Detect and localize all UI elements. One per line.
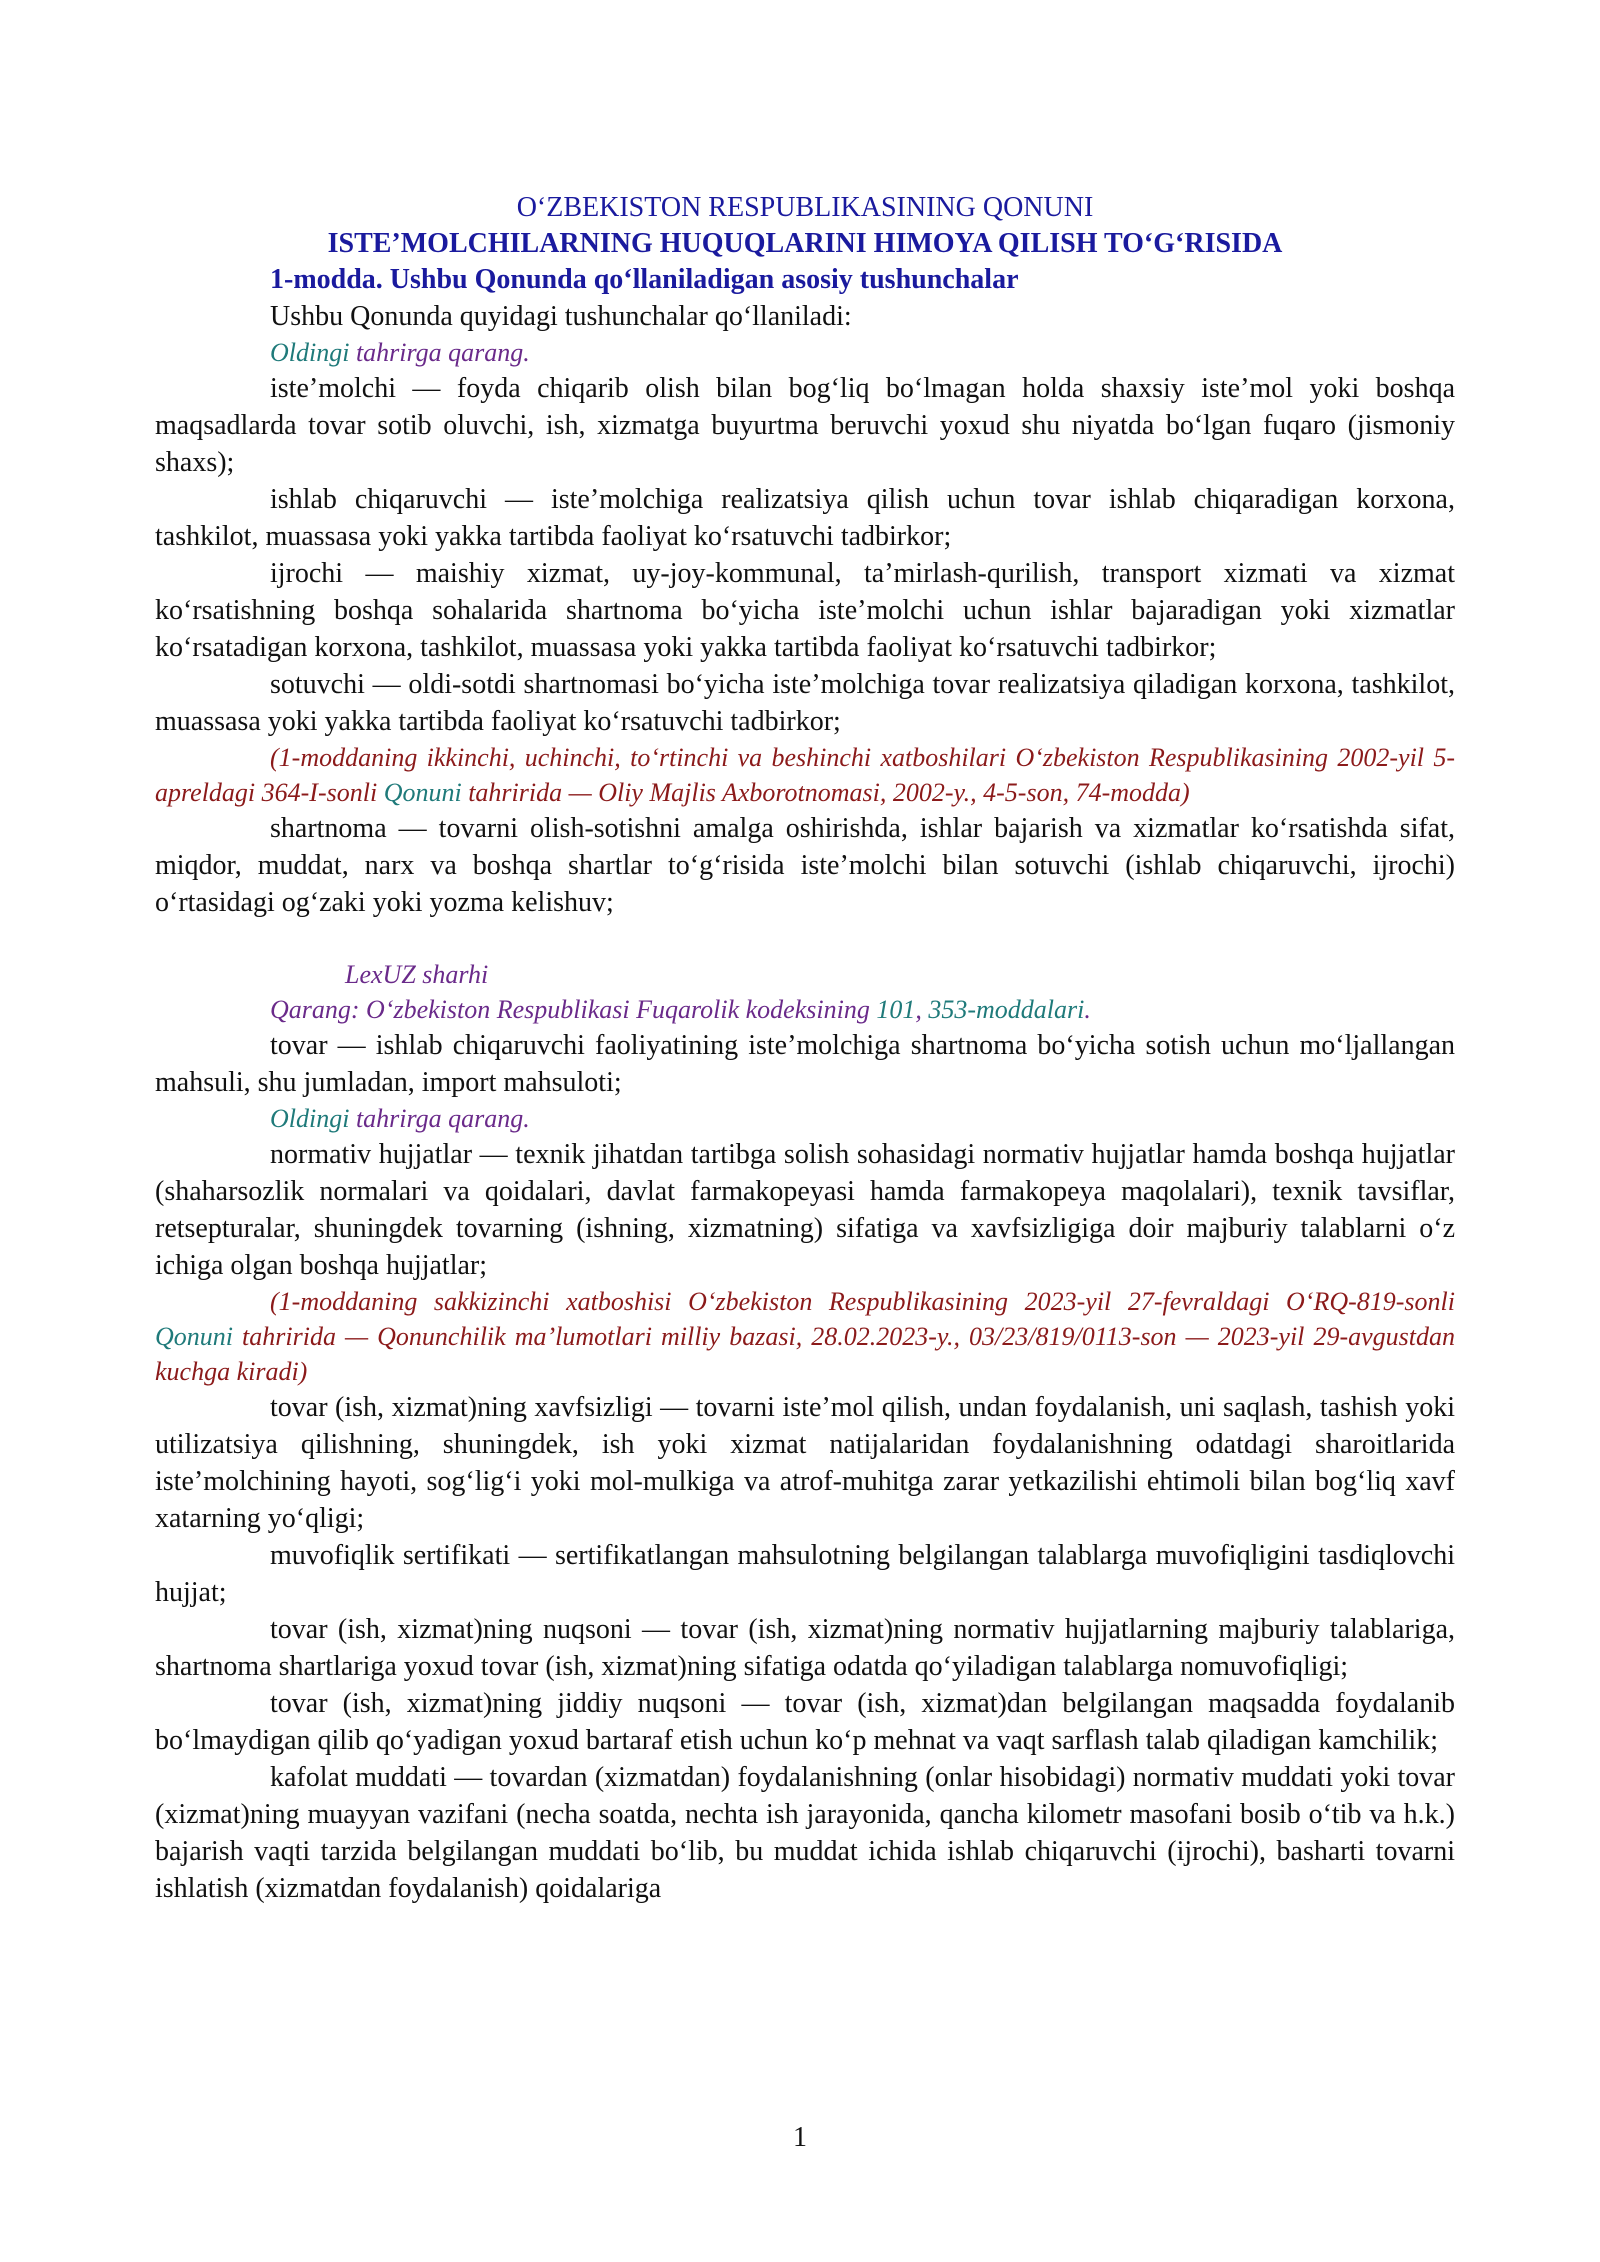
definition-ijrochi: ijrochi — maishiy xizmat, uy-joy-kommunal, ta’mirlash-qurilish, transport xizmati va xizmat ko‘rsatishning boshqa sohalarida shartnoma bo‘yicha iste’molchi uchun ishlar bajaradigan yoki xizmatlar ko‘rsatadigan korxona, tashkilot, muassasa yoki yakka tartibda faoliyat ko‘rsatuvchi tadbirkor;	[155, 558, 1455, 663]
definition-nuqson: tovar (ish, xizmat)ning nuqsoni — tovar (ish, xizmat)ning normativ hujjatlarning majburiy talablariga, shartnoma shartlariga yoxud tovar (ish, xizmat)ning sifatiga odatda qo‘yiladigan talablarga nomuvofiqligi;	[155, 1614, 1455, 1682]
previous-edition-link[interactable]	[155, 1101, 1455, 1136]
definition-kafolat-muddati: kafolat muddati — tovardan (xizmatdan) foydalanishning (onlar hisobidagi) normativ muddati yoki tovar (xizmat)ning muayyan vazifani (necha soatda, nechta ish jarayonida, qancha kilometr masofani bosib o‘tib va h.k.) bajarish vaqti tarzida belgilangan muddati bo‘lib, bu muddat ichida ishlab chiqaruvchi (ijrochi), basharti tovarni ishlatish (xizmatdan foydalanish) qoidalariga	[155, 1762, 1455, 1904]
definition-xavfsizlik: tovar (ish, xizmat)ning xavfsizligi — tovarni iste’mol qilish, undan foydalanish, uni saqlash, tashish yoki utilizatsiya qilishning, shuningdek, ish yoki xizmat natijalaridan foydalanishning odatdagi sharoitlarida iste’molchining hayoti, sog‘lig‘i yoki mol-mulkiga va atrof-muhitga zarar yetkazilishi ehtimoli bilan bog‘liq xavf xatarning yo‘qligi;	[155, 1392, 1455, 1534]
article-link-101[interactable]: 101	[876, 995, 916, 1024]
amendment-note-text: (1-moddaning sakkizinchi xatboshisi O‘zbekiston Respublikasining 2023-yil 27-fevraldagi O‘RQ-819-sonli	[270, 1287, 1455, 1316]
lexuz-commentary-heading: LexUZ sharhi	[345, 960, 489, 989]
lexuz-commentary	[155, 992, 1455, 1027]
law-link[interactable]: Qonuni	[383, 778, 462, 807]
definition-normativ-hujjatlar: normativ hujjatlar — texnik jihatdan tartibga solish sohasidagi normativ hujjatlar hamda boshqa hujjatlar (shaharsozlik normalari va qoidalari, davlat farmakopeyasi hamda farmakopeya maqolalari), texnik tavsiflar, retsepturalar, shuningdek tovarning (ishning, xizmatning) sifatiga va xavfsizligiga doir majburiy talablarni o‘z ichiga olgan boshqa hujjatlar;	[155, 1139, 1455, 1281]
lexuz-text: Qarang: O‘zbekiston Respublikasi Fuqarolik kodeksining	[270, 995, 877, 1024]
previous-edition-link[interactable]	[155, 335, 1455, 370]
page-number: 1	[793, 2122, 807, 2153]
amendment-note-text: tahririda — Qonunchilik ma’lumotlari milliy bazasi, 28.02.2023-y., 03/23/819/0113-son — 2023-yil 29-avgustdan kuchga kiradi)	[155, 1322, 1455, 1386]
amendment-note-text: tahririda — Oliy Majlis Axborotnomasi, 2002-y., 4-5-son, 74-modda)	[461, 778, 1190, 807]
definition-sertifikat: muvofiqlik sertifikati — sertifikatlangan mahsulotning belgilangan talablarga muvofiqligini tasdiqlovchi hujjat;	[155, 1540, 1455, 1608]
article-heading: 1-modda. Ushbu Qonunda qo‘llaniladigan asosiy tushunchalar	[270, 264, 1019, 295]
intro-paragraph: Ushbu Qonunda quyidagi tushunchalar qo‘llaniladi:	[270, 301, 852, 332]
definition-ishlab-chiqaruvchi: ishlab chiqaruvchi — iste’molchiga realizatsiya qilish uchun tovar ishlab chiqaradigan korxona, tashkilot, muassasa yoki yakka tartibda faoliyat ko‘rsatuvchi tadbirkor;	[155, 484, 1455, 552]
amendment-note-text: (1-moddaning ikkinchi, uchinchi, to‘rtinchi va beshinchi xatboshilari O‘zbekiston Respublikasining 2002-yil 5-apreldagi 364-I-sonli	[155, 743, 1455, 807]
document-page	[155, 190, 1455, 1907]
amendment-note-2	[155, 1284, 1455, 1389]
definition-jiddiy-nuqson: tovar (ish, xizmat)ning jiddiy nuqsoni — tovar (ish, xizmat)dan belgilangan maqsadda foydalanib bo‘lmaydigan qilib qo‘yadigan yoxud bartaraf etish uchun ko‘p mehnat va vaqt sarflash talab qiladigan kamchilik;	[155, 1688, 1455, 1756]
law-title: O‘ZBEKISTON RESPUBLIKASINING QONUNI	[516, 192, 1094, 223]
previous-edition-link-a[interactable]: Oldingi	[270, 338, 350, 367]
amendment-note-1	[155, 740, 1455, 810]
definition-sotuvchi: sotuvchi — oldi-sotdi shartnomasi bo‘yicha iste’molchiga tovar realizatsiya qiladigan korxona, tashkilot, muassasa yoki yakka tartibda faoliyat ko‘rsatuvchi tadbirkor;	[155, 669, 1455, 737]
definition-tovar: tovar — ishlab chiqaruvchi faoliyatining iste’molchiga shartnoma bo‘yicha sotish uchun mo‘ljallangan mahsuli, shu jumladan, import mahsuloti;	[155, 1030, 1455, 1098]
law-subtitle: ISTE’MOLCHILARNING HUQUQLARINI HIMOYA QILISH TO‘G‘RISIDA	[327, 228, 1283, 259]
lexuz-period: .	[1084, 995, 1091, 1024]
definition-istemolchi: iste’molchi — foyda chiqarib olish bilan bog‘liq bo‘lmagan holda shaxsiy iste’mol yoki boshqa maqsadlarda tovar sotib oluvchi, ish, xizmatga buyurtma beruvchi yoxud shu niyatda bo‘lgan fuqaro (jismoniy shaxs);	[155, 373, 1455, 478]
previous-edition-link-b[interactable]: tahrirga qarang.	[349, 338, 530, 367]
previous-edition-link-a[interactable]: Oldingi	[270, 1104, 350, 1133]
definition-shartnoma: shartnoma — tovarni olish-sotishni amalga oshirishda, ishlar bajarish va xizmatlar ko‘rsatishda sifat, miqdor, muddat, narx va boshqa shartlar to‘g‘risida iste’molchi bilan sotuvchi (ishlab chiqaruvchi, ijrochi) o‘rtasidagi og‘zaki yoki yozma kelishuv;	[155, 813, 1455, 918]
lexuz-separator: ,	[915, 995, 929, 1024]
article-link-353[interactable]: 353-moddalari	[928, 995, 1085, 1024]
previous-edition-link-b[interactable]: tahrirga qarang.	[349, 1104, 530, 1133]
law-link[interactable]: Qonuni	[155, 1322, 233, 1351]
